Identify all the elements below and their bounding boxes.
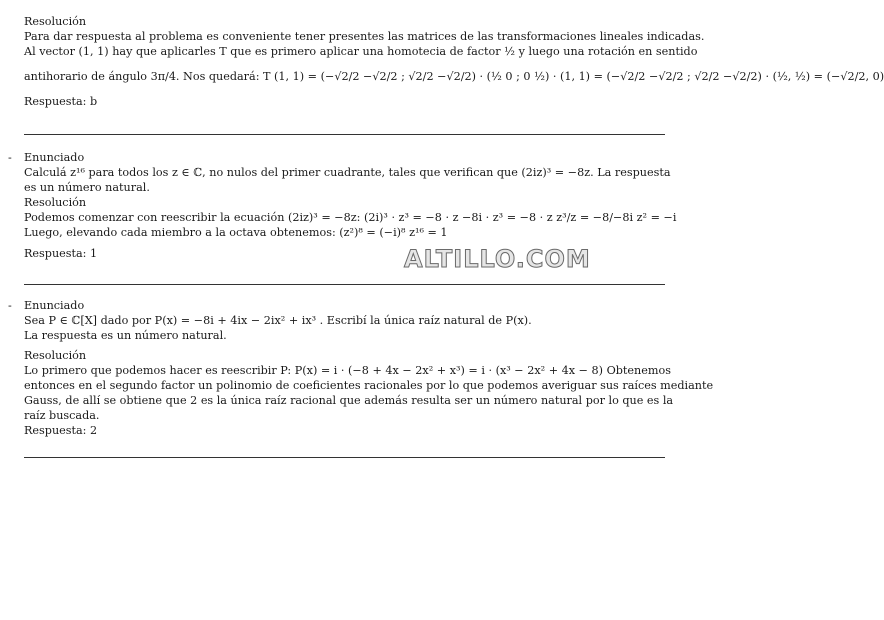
altillo-watermark: ALTILLO.COM (404, 245, 591, 273)
divider-1 (24, 134, 665, 135)
section-3-solution-heading: Resolución (24, 349, 87, 362)
divider-3 (24, 457, 665, 458)
section-1-resolution (24, 14, 884, 109)
section-2-solution-1: Podemos comenzar con reescribir la ecuación (2iz)³ = −8z: (2i)³ · z³ = −8 · z −8i · z³ = −8 · z z³/z = −8/−8i z² = −i (24, 211, 677, 224)
section-3-line-1: Sea P ∈ ℂ[X] dado por P(x) = −8i + 4ix − 2ix² + ix³ . Escribí la única raíz natural de P(x). (24, 314, 532, 327)
divider-2 (24, 284, 665, 285)
section-1-line-2: Al vector (1, 1) hay que aplicarles T que es primero aplicar una homotecia de factor ½ y luego una rotación en sentido (24, 45, 698, 58)
section-2-solution-2: Luego, elevando cada miembro a la octava obtenemos: (z²)⁸ = (−i)⁸ z¹⁶ = 1 (24, 226, 448, 239)
section-2-answer: Respuesta: 1 (24, 247, 98, 260)
section-1-answer: Respuesta: b (24, 95, 98, 108)
section-2-heading: Enunciado (24, 151, 85, 164)
section-2-line-2: es un número natural. (24, 181, 150, 194)
section-2-bullet: - (8, 151, 12, 164)
section-3-solution-1: Lo primero que podemos hacer es reescribir P: P(x) = i · (−8 + 4x − 2x² + x³) = i · (x³ − 2x² + 4x − 8) Obtenemos (24, 364, 671, 377)
section-2-line-1: Calculá z¹⁶ para todos los z ∈ ℂ, no nulos del primer cuadrante, tales que verifican que (2iz)³ = −8z. La respuesta (24, 166, 671, 179)
section-3-problem (8, 298, 714, 438)
section-1-heading: Resolución (24, 15, 87, 28)
section-3-line-2: La respuesta es un número natural. (24, 329, 227, 342)
section-3-solution-3: Gauss, de allí se obtiene que 2 es la única raíz racional que además resulta ser un número natural por lo que es la (24, 394, 674, 407)
section-3-answer: Respuesta: 2 (24, 424, 98, 437)
section-1-matrix-line: antihorario de ángulo 3π/4. Nos quedará: T (1, 1) = (−√2/2 −√2/2 ; √2/2 −√2/2) · (½ 0 ; 0 ½) · (1, 1) = (−√2/2 −√2/2 ; √2/2 −√2/2) · (½, ½) = (−√2/2, 0) (24, 70, 884, 83)
section-2-solution-heading: Resolución (24, 196, 87, 209)
section-3-bullet: - (8, 299, 12, 312)
section-1-line-1: Para dar respuesta al problema es conveniente tener presentes las matrices de las transformaciones lineales indicadas. (24, 30, 705, 43)
section-3-solution-4: raíz buscada. (24, 409, 100, 422)
section-3-heading: Enunciado (24, 299, 85, 312)
section-3-solution-2: entonces en el segundo factor un polinomio de coeficientes racionales por lo que podemos averiguar sus raíces mediante (24, 379, 714, 392)
